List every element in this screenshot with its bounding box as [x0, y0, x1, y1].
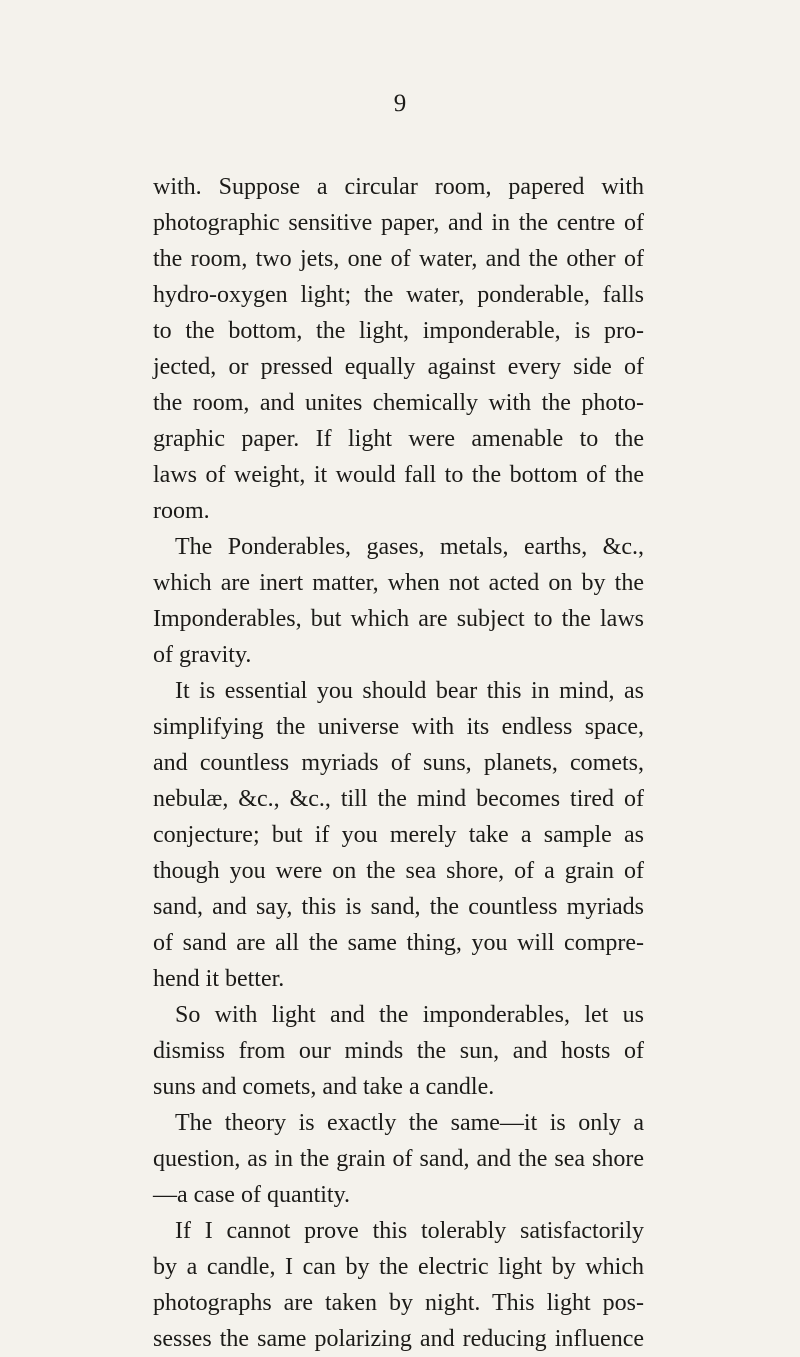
text-line: Imponderables, but which are subject to the laws — [153, 606, 644, 632]
text-line: The Ponderables, gases, metals, earths, &c., — [175, 534, 644, 560]
text-line: It is essential you should bear this in mind, as — [175, 678, 644, 704]
text-line: of sand are all the same thing, you will compre- — [153, 930, 644, 956]
body-text — [153, 169, 644, 1357]
text-line: sand, and say, this is sand, the countless myriads — [153, 894, 644, 920]
text-line: suns and comets, and take a candle. — [153, 1074, 495, 1100]
text-line: of gravity. — [153, 642, 252, 668]
text-line: dismiss from our minds the sun, and hosts of — [153, 1038, 644, 1064]
text-line: jected, or pressed equally against every side of — [153, 354, 644, 380]
text-line: hend it better. — [153, 966, 285, 992]
text-line: simplifying the universe with its endless space, — [153, 714, 644, 740]
text-line: which are inert matter, when not acted on by the — [153, 570, 644, 596]
text-line: hydro-oxygen light; the water, ponderable, falls — [153, 282, 644, 308]
text-line: the room, and unites chemically with the photo- — [153, 390, 644, 416]
page-number: 9 — [393, 90, 407, 117]
text-line: The theory is exactly the same—it is only a — [175, 1110, 644, 1136]
text-line: question, as in the grain of sand, and the sea shore — [153, 1146, 644, 1172]
text-line: nebulæ, &c., &c., till the mind becomes tired of — [153, 786, 644, 812]
text-line: graphic paper. If light were amenable to the — [153, 426, 644, 452]
text-line: though you were on the sea shore, of a grain of — [153, 858, 644, 884]
text-line: —a case of quantity. — [153, 1182, 351, 1208]
text-line: and countless myriads of suns, planets, comets, — [153, 750, 644, 776]
text-line: the room, two jets, one of water, and the other of — [153, 246, 644, 272]
text-line: sesses the same polarizing and reducing influence — [153, 1326, 644, 1352]
text-line: room. — [153, 498, 210, 524]
text-line: with. Suppose a circular room, papered with — [153, 174, 644, 200]
text-line: to the bottom, the light, imponderable, is pro- — [153, 318, 644, 344]
text-line: So with light and the imponderables, let us — [175, 1002, 644, 1028]
text-line: If I cannot prove this tolerably satisfactorily — [175, 1218, 644, 1244]
text-line: laws of weight, it would fall to the bottom of the — [153, 462, 644, 488]
text-line: photographs are taken by night. This light pos- — [153, 1290, 644, 1316]
text-line: by a candle, I can by the electric light by which — [153, 1254, 644, 1280]
text-line: photographic sensitive paper, and in the centre of — [153, 210, 644, 236]
text-line: conjecture; but if you merely take a sample as — [153, 822, 644, 848]
